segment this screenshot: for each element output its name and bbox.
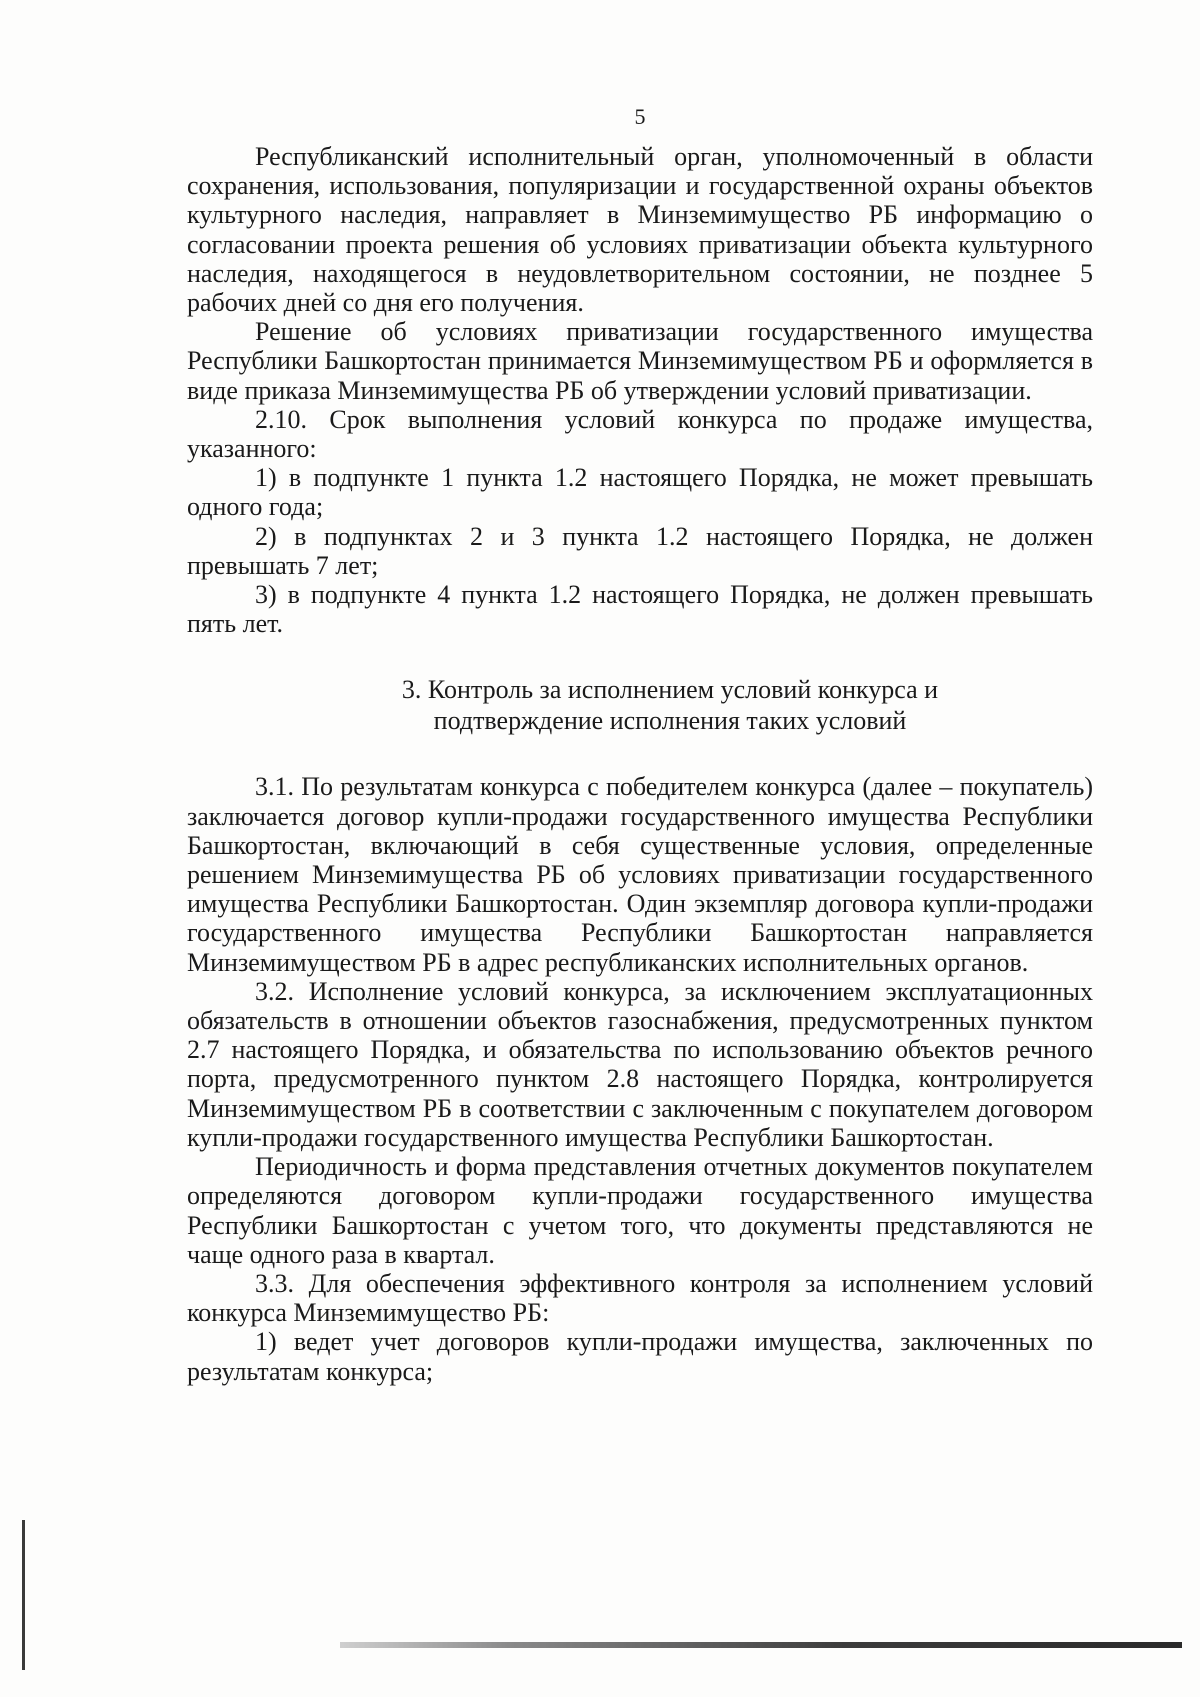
paragraph: 2.10. Срок выполнения условий конкурса по продаже имущества, указанного: xyxy=(187,404,1093,464)
paragraph: Периодичность и форма представления отчетных документов покупателем определяются договором купли-продажи государственного имущества Республики Башкортостан с учетом того, что документы представляются не чаще одного раза в квартал. xyxy=(187,1152,1093,1269)
document-body xyxy=(187,142,1093,1386)
scan-edge-bottom-line xyxy=(340,1642,1182,1648)
section-heading xyxy=(187,674,1093,736)
paragraph: 3.1. По результатам конкурса с победителем конкурса (далее – покупатель) заключается договор купли-продажи государственного имущества Республики Башкортостан, включающий в себя существенные условия, определенные решением Минземимущества РБ об условиях приватизации государственного имущества Республики Башкортостан. Один экземпляр договора купли-продажи государственного имущества Республики Башкортостан направляется Минземимуществом РБ в адрес республиканских исполнительных органов. xyxy=(187,772,1093,977)
paragraph: Республиканский исполнительный орган, уполномоченный в области сохранения, использования, популяризации и государственной охраны объектов культурного наследия, направляет в Минземимущество РБ информацию о согласовании проекта решения об условиях приватизации объекта культурного наследия, находящегося в неудовлетворительном состоянии, не позднее 5 рабочих дней со дня его получения. xyxy=(187,142,1093,318)
list-item: 1) в подпункте 1 пункта 1.2 настоящего Порядка, не может превышать одного года; xyxy=(187,463,1093,522)
section-heading-line-1: 3. Контроль за исполнением условий конкурса и xyxy=(401,675,939,705)
section-heading-line-2: подтверждение исполнения таких условий xyxy=(433,706,907,736)
paragraph: Решение об условиях приватизации государственного имущества Республики Башкортостан принимается Минземимуществом РБ и оформляется в виде приказа Минземимущества РБ об утверждении условий приватизации. xyxy=(187,317,1093,405)
list-item: 3) в подпункте 4 пункта 1.2 настоящего Порядка, не должен превышать пять лет. xyxy=(187,580,1093,639)
list-item: 2) в подпунктах 2 и 3 пункта 1.2 настоящего Порядка, не должен превышать 7 лет; xyxy=(187,521,1093,580)
paragraph: 3.2. Исполнение условий конкурса, за исключением эксплуатационных обязательств в отношении объектов газоснабжения, предусмотренных пунктом 2.7 настоящего Порядка, и обязательства по использованию объектов речного порта, предусмотренного пунктом 2.8 настоящего Порядка, контролируется Минземимуществом РБ в соответствии с заключенным с покупателем договором купли-продажи государственного имущества Республики Башкортостан. xyxy=(187,976,1093,1152)
paragraph: 3.3. Для обеспечения эффективного контроля за исполнением условий конкурса Минземимущество РБ: xyxy=(187,1268,1093,1328)
list-item: 1) ведет учет договоров купли-продажи имущества, заключенных по результатам конкурса; xyxy=(187,1327,1093,1386)
scan-edge-left-line xyxy=(22,1520,25,1670)
page-number: 5 xyxy=(634,104,646,129)
